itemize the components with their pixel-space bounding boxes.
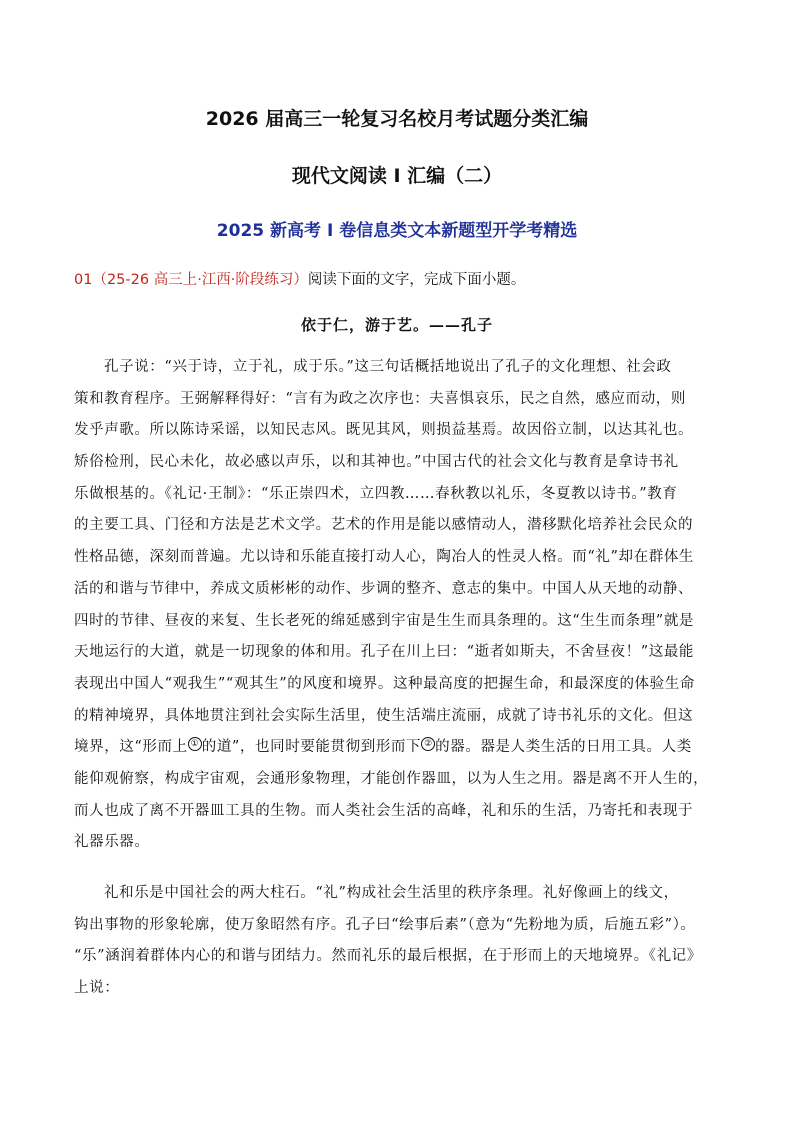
text-line: 四时的节律、昼夜的来复、生长老死的绵延感到宇宙是生生而具条理的。这“生生而条理”就是 — [74, 612, 695, 629]
text-line: 矫俗检刑，民心未化，故必感以声乐，以和其神也。”中国古代的社会文化与教育是拿诗书礼 — [74, 454, 679, 471]
text-fragment: 的道”，也同时要能贯彻到形而下 — [201, 739, 422, 756]
text-line: 礼器乐器。 — [74, 834, 150, 851]
question-instruction: 阅读下面的文字，完成下面小题。 — [307, 272, 526, 288]
text-line — [74, 732, 734, 764]
text-line: 性格品德，深刻而普遍。尤以诗和乐能直接打动人心，陶冶人的性灵人格。而“礼”却在群体生 — [74, 549, 695, 566]
text-line: 策和教育程序。王弼解释得好：“言有为政之次序也：夫喜惧哀乐，民之自然，感应而动，则 — [74, 390, 687, 407]
text-line: 发乎声歌。所以陈诗采谣，以知民志风。既见其风，则损益基焉。故因俗立制，以达其礼也。 — [74, 422, 694, 439]
text-line: 表现出中国人“观我生”“观其生”的风度和境界。这种最高度的把握生命，和最深度的体验生命 — [74, 675, 695, 692]
text-line: 能仰观俯察，构成宇宙观，会通形象物理，才能创作器皿，以为人生之用。器是离不开人生的， — [74, 770, 709, 787]
footnote-marker-2: ② — [421, 737, 435, 751]
text-fragment: 境界，这“形而上 — [74, 739, 188, 756]
section-title: 2025 新高考 I 卷信息类文本新题型开学考精选 — [216, 221, 578, 241]
text-line: 的主要工具、门径和方法是艺术文学。艺术的作用是能以感情动人，潜移默化培养社会民众的 — [74, 517, 694, 534]
text-line: 乐做根基的。《礼记·王制》：“乐正崇四术，立四教……春秋教以礼乐，冬夏教以诗书。”教育 — [74, 485, 678, 502]
article-heading: 依于仁，游于艺。——孔子 — [300, 316, 493, 334]
text-line: 礼和乐是中国社会的两大柱石。“礼”构成社会生活里的秩序条理。礼好像画上的线文， — [104, 885, 679, 901]
text-line: 而人也成了离不开器皿工具的生物。而人类社会生活的高峰，礼和乐的生活，乃寄托和表现于 — [74, 802, 694, 819]
text-line: 的精神境界，具体地贯注到社会实际生活里，使生活端庄流丽，成就了诗书礼乐的文化。但这 — [74, 707, 694, 724]
article-paragraph-1 — [74, 352, 734, 859]
footnote-marker-1: ① — [188, 737, 202, 751]
question-source: （25-26 高三上·江西·阶段练习） — [92, 272, 308, 288]
text-line: 活的和谐与节律中，养成文质彬彬的动作、步调的整齐、意志的集中。中国人从天地的动静、 — [74, 580, 694, 597]
document-title: 2026 届高三一轮复习名校月考试题分类汇编 — [205, 108, 589, 130]
text-line: 钩出事物的形象轮廓，使万象昭然有序。孔子曰“绘事后素”（意为“先粉地为质，后施五彩”）。 — [74, 916, 696, 933]
document-subtitle: 现代文阅读 I 汇编（二） — [291, 165, 503, 187]
text-line: 上说： — [74, 980, 120, 997]
question-number: 01 — [74, 272, 93, 288]
question-header — [74, 268, 525, 289]
text-line: 天地运行的大道，就是一切现象的体和用。孔子在川上曰：“逝者如斯夫，不舍昼夜！”这最能 — [74, 644, 695, 661]
text-line: 孔子说：“兴于诗，立于礼，成于乐。”这三句话概括地说出了孔子的文化理想、社会政 — [104, 359, 672, 375]
article-paragraph-2 — [74, 878, 734, 1005]
text-fragment: 的器。器是人类生活的日用工具。人类 — [435, 739, 692, 756]
text-line: “乐”涵润着群体内心的和谐与团结力。然而礼乐的最后根据，在于形而上的天地境界。《礼记》 — [74, 948, 702, 965]
